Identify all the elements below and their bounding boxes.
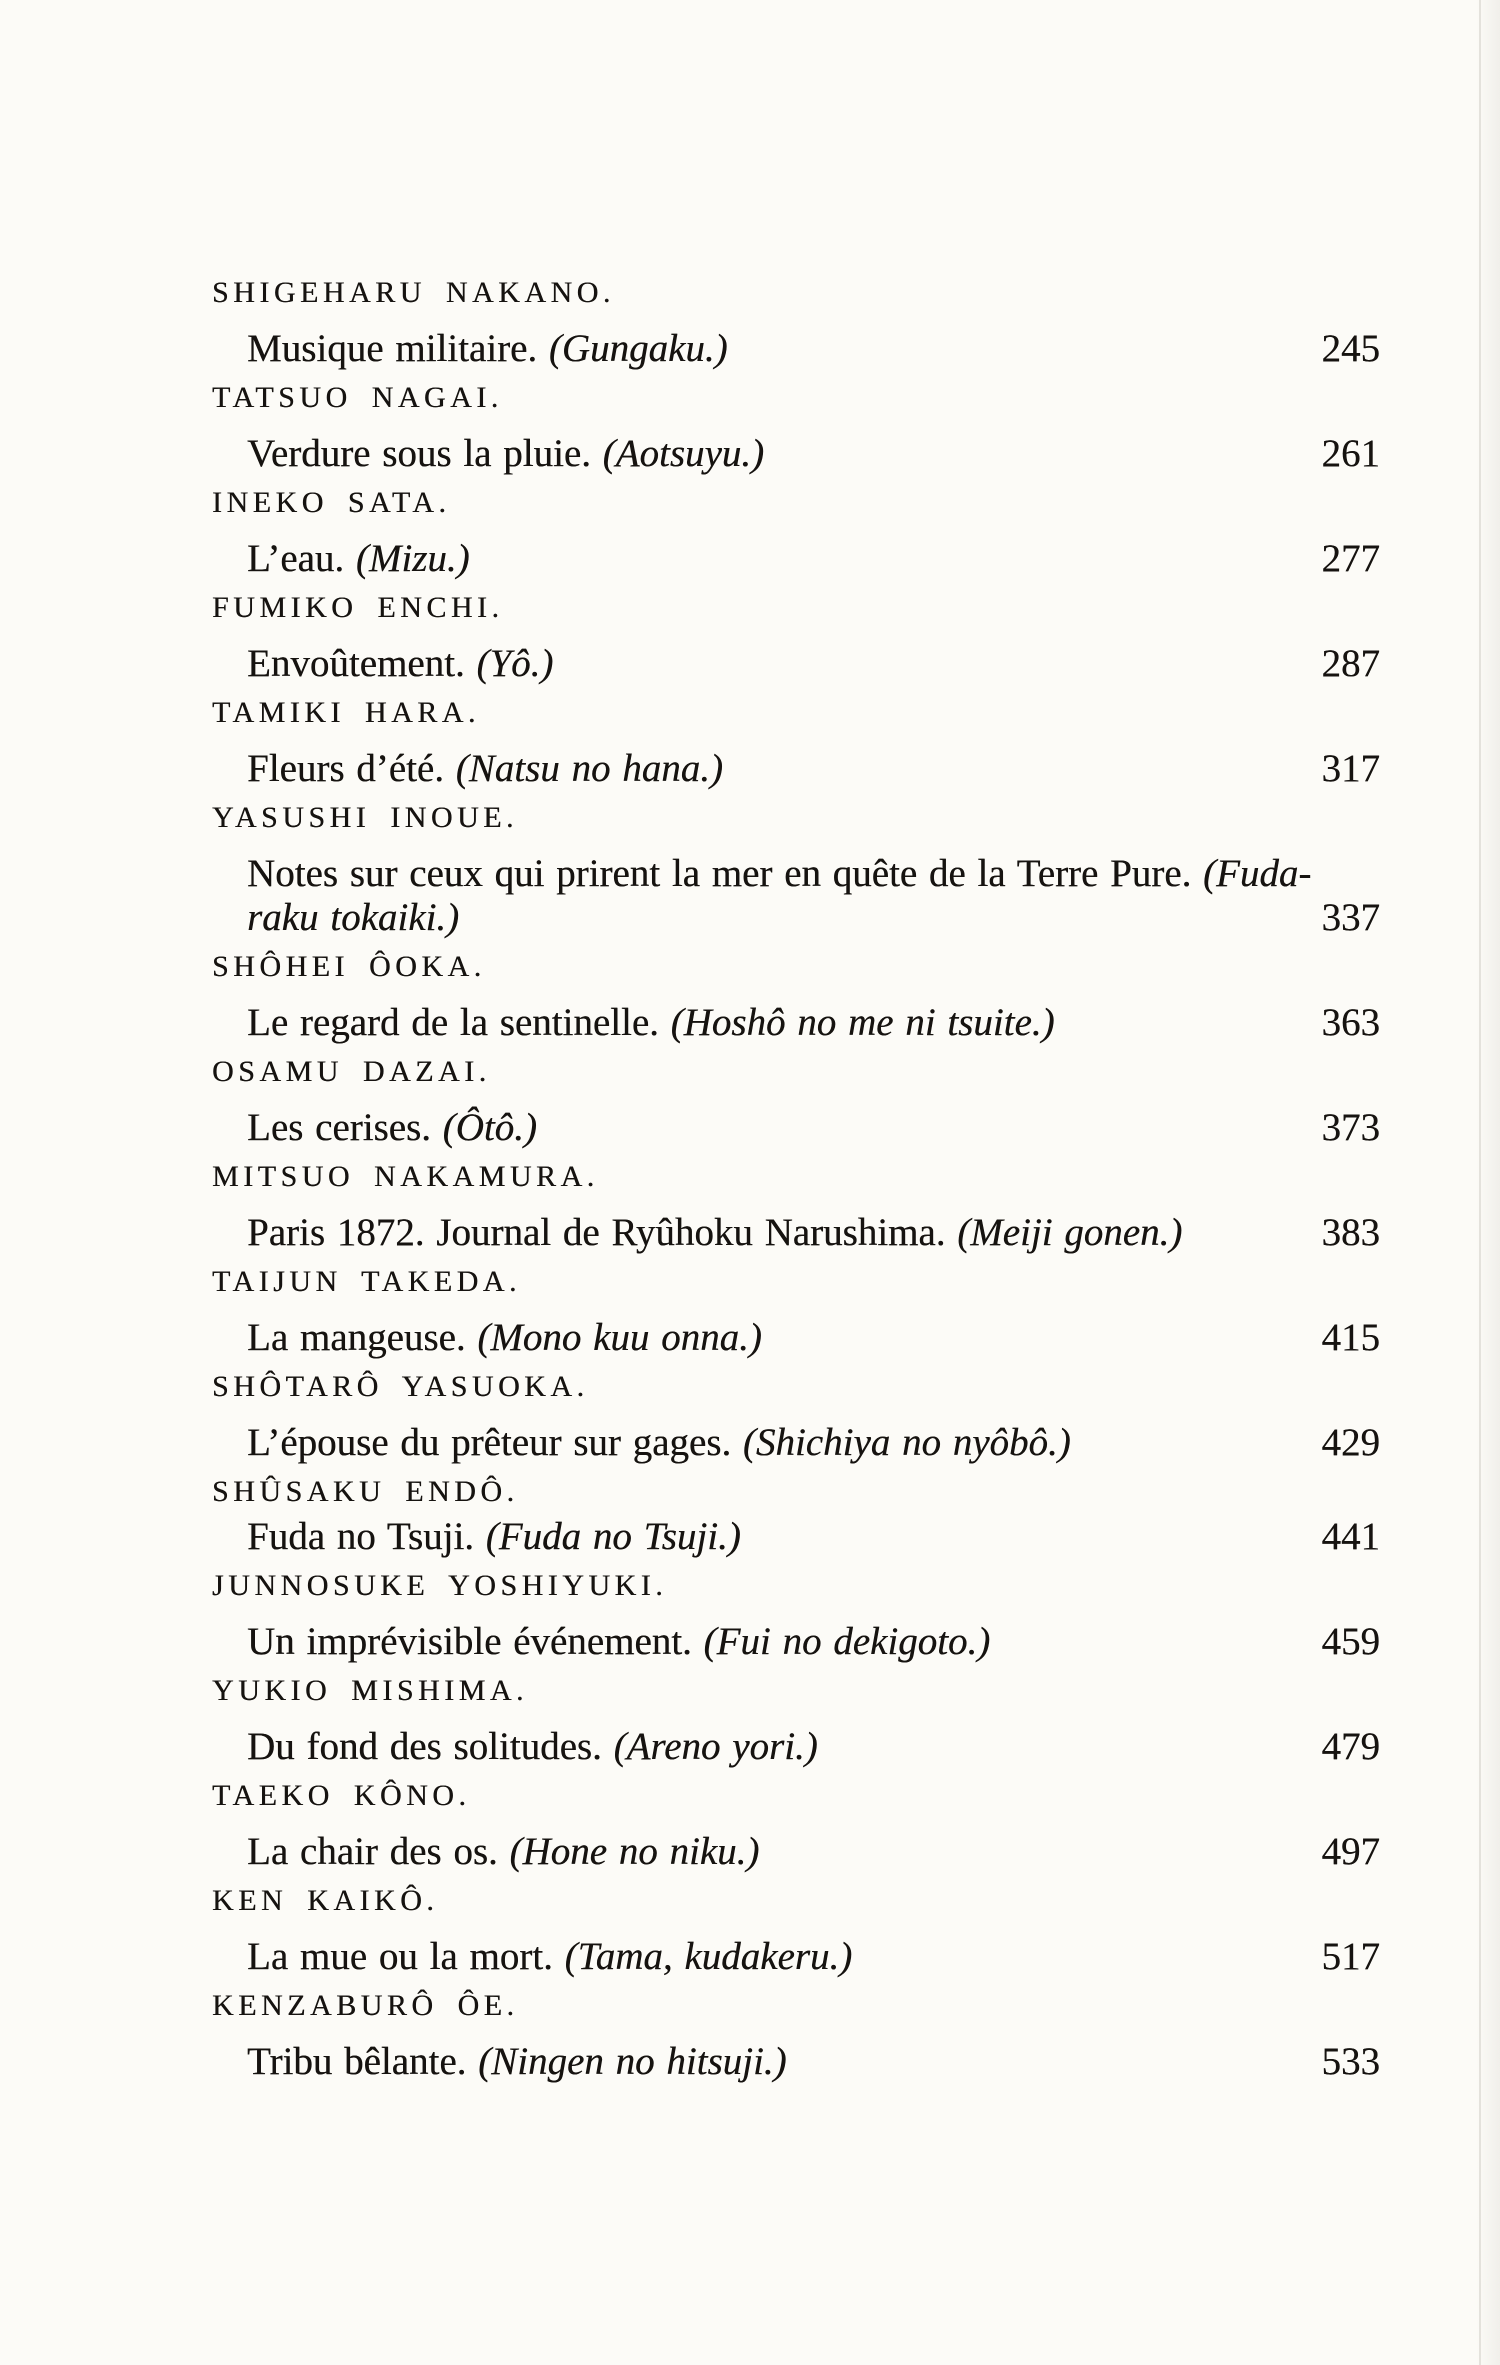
toc-entry [212, 1162, 1380, 1255]
page-number: 415 [1321, 1316, 1380, 1359]
title-japanese-italic: (Aotsuyu.) [602, 432, 765, 475]
title-japanese-italic: (Shichiya no nyôbô.) [742, 1421, 1071, 1464]
work-title [247, 1830, 759, 1874]
title-french: Fleurs d’été. [247, 747, 456, 790]
title-french: Les cerises. [247, 1106, 443, 1149]
title-japanese-italic: (Mizu.) [355, 537, 470, 580]
author-name: SHÔHEI ÔOKA. [212, 950, 486, 983]
author-name: MITSUO NAKAMURA. [212, 1160, 599, 1193]
page-number: 277 [1321, 537, 1380, 580]
author-name: TAMIKI HARA. [212, 696, 480, 729]
page-number: 533 [1321, 2040, 1380, 2083]
title-japanese-italic: (Gungaku.) [548, 327, 728, 370]
page-number: 383 [1321, 1211, 1380, 1254]
toc-title-line [212, 1515, 1380, 1559]
author-name: TATSUO NAGAI. [212, 381, 503, 414]
author-name: YUKIO MISHIMA. [212, 1674, 528, 1707]
work-title [247, 1935, 852, 1979]
title-japanese-italic: (Fuda- [1203, 852, 1312, 895]
title-french: Un imprévisible événement. [247, 1620, 704, 1663]
page-number: 517 [1321, 1935, 1380, 1978]
toc-title-line [212, 852, 1380, 896]
toc-entry [212, 698, 1380, 791]
toc-title-line [212, 1620, 1380, 1664]
page-number: 363 [1321, 1001, 1380, 1044]
author-name: SHÔTARÔ YASUOKA. [212, 1370, 589, 1403]
title-japanese-italic: (Areno yori.) [613, 1725, 818, 1768]
page-number: 317 [1321, 747, 1380, 790]
title-japanese-italic: (Fui no dekigoto.) [703, 1620, 991, 1663]
toc-entry [212, 278, 1380, 371]
toc-title-line [212, 1830, 1380, 1874]
title-french: Paris 1872. Journal de Ryûhoku Narushima. [247, 1211, 958, 1254]
title-french: Musique militaire. [247, 327, 549, 370]
work-title [247, 1515, 741, 1559]
toc-title-line [212, 1211, 1380, 1255]
work-title [247, 1725, 818, 1769]
work-title [247, 852, 1311, 896]
work-title [247, 1001, 1055, 1045]
toc-entry [212, 1372, 1380, 1465]
author-name: SHIGEHARU NAKANO. [212, 276, 615, 309]
work-title [247, 2040, 787, 2084]
page-number: 429 [1321, 1421, 1380, 1464]
title-french: Envoûtement. [247, 642, 477, 685]
author-name: FUMIKO ENCHI. [212, 591, 504, 624]
toc-entry [212, 593, 1380, 686]
toc-title-line [212, 1421, 1380, 1465]
work-title [247, 1421, 1071, 1465]
title-french: Tribu bêlante. [247, 2040, 479, 2083]
title-french: La mangeuse. [247, 1316, 478, 1359]
toc-title-line [212, 747, 1380, 791]
work-title [247, 1316, 762, 1360]
toc-title-line [212, 642, 1380, 686]
title-japanese-italic: (Ningen no hitsuji.) [478, 2040, 787, 2083]
toc-title-line [212, 1106, 1380, 1150]
author-name: TAEKO KÔNO. [212, 1779, 471, 1812]
title-japanese-italic: (Tama, kudakeru.) [564, 1935, 853, 1978]
work-title [247, 1106, 537, 1150]
title-french: Fuda no Tsuji. [247, 1515, 486, 1558]
author-name: KENZABURÔ ÔE. [212, 1989, 519, 2022]
title-french: Du fond des solitudes. [247, 1725, 614, 1768]
work-title [247, 1211, 1182, 1255]
toc-entry [212, 1991, 1380, 2084]
toc-title-line [212, 2040, 1380, 2084]
toc-title-line [212, 1316, 1380, 1360]
toc-entry [212, 1057, 1380, 1150]
page-number: 261 [1321, 432, 1380, 475]
author-name: KEN KAIKÔ. [212, 1884, 439, 1917]
work-title [247, 1620, 990, 1664]
toc-entry [212, 1477, 1380, 1559]
scan-seam [1479, 0, 1481, 2365]
page-number: 337 [1321, 896, 1380, 939]
scan-edge-shadow [1476, 0, 1500, 2365]
work-title [247, 642, 553, 686]
title-japanese-italic: raku tokaiki.) [247, 896, 460, 939]
toc-entry [212, 1886, 1380, 1979]
toc-entry [212, 1781, 1380, 1874]
title-french: La mue ou la mort. [247, 1935, 565, 1978]
title-japanese-italic: (Hone no niku.) [509, 1830, 760, 1873]
title-japanese-italic: (Yô.) [476, 642, 554, 685]
toc-title-line [212, 537, 1380, 581]
page-number: 287 [1321, 642, 1380, 685]
toc-entry [212, 488, 1380, 581]
author-name: TAIJUN TAKEDA. [212, 1265, 521, 1298]
work-title [247, 537, 470, 581]
work-title [247, 747, 723, 791]
work-title [247, 896, 459, 940]
work-title [247, 432, 764, 476]
toc-title-line [212, 1935, 1380, 1979]
title-french: L’eau. [247, 537, 356, 580]
author-name: INEKO SATA. [212, 486, 451, 519]
page-number: 459 [1321, 1620, 1380, 1663]
toc-title-line [212, 1001, 1380, 1045]
title-japanese-italic: (Meiji gonen.) [957, 1211, 1183, 1254]
toc-entry [212, 383, 1380, 476]
author-name: YASUSHI INOUE. [212, 801, 519, 834]
page-number: 497 [1321, 1830, 1380, 1873]
work-title [247, 327, 728, 371]
title-french: La chair des os. [247, 1830, 510, 1873]
title-japanese-italic: (Natsu no hana.) [455, 747, 723, 790]
toc-title-line [212, 432, 1380, 476]
title-japanese-italic: (Fuda no Tsuji.) [485, 1515, 741, 1558]
toc-entry [212, 1267, 1380, 1360]
page-number: 373 [1321, 1106, 1380, 1149]
toc-title-line-continuation [212, 896, 1380, 940]
toc-entry [212, 1571, 1380, 1664]
author-name: SHÛSAKU ENDÔ. [212, 1475, 519, 1508]
title-french: Notes sur ceux qui prirent la mer en quête de la Terre Pure. [247, 852, 1204, 895]
title-french: Le regard de la sentinelle. [247, 1001, 671, 1044]
page-number: 441 [1321, 1515, 1380, 1558]
title-japanese-italic: (Mono kuu onna.) [477, 1316, 762, 1359]
author-name: JUNNOSUKE YOSHIYUKI. [212, 1569, 668, 1602]
page-number: 479 [1321, 1725, 1380, 1768]
toc-entry [212, 1676, 1380, 1769]
toc-title-line [212, 1725, 1380, 1769]
title-french: Verdure sous la pluie. [247, 432, 603, 475]
author-name: OSAMU DAZAI. [212, 1055, 491, 1088]
page-number: 245 [1321, 327, 1380, 370]
title-japanese-italic: (Hoshô no me ni tsuite.) [670, 1001, 1055, 1044]
title-french: L’épouse du prêteur sur gages. [247, 1421, 743, 1464]
toc-entry [212, 952, 1380, 1045]
toc-title-line [212, 327, 1380, 371]
title-japanese-italic: (Ôtô.) [442, 1106, 537, 1149]
toc-entry [212, 803, 1380, 940]
